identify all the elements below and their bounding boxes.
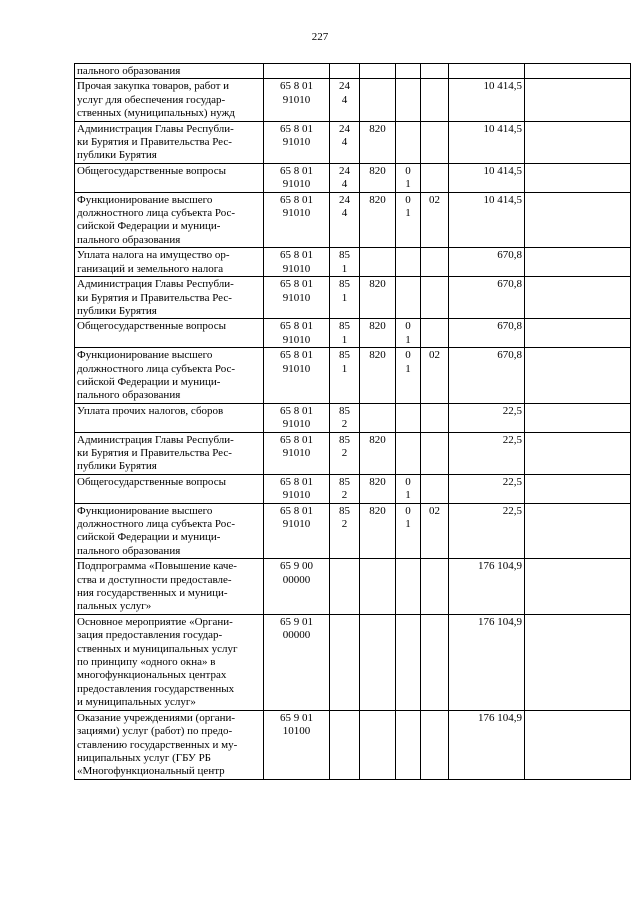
cell-amount: 176 104,9: [449, 710, 525, 779]
cell-department: 820: [360, 319, 396, 348]
cell-empty: [525, 503, 631, 559]
cell-name: Функционирование высшего должностного лица субъекта Рос- сийской Федерации и муници- пального образования: [75, 503, 264, 559]
cell-subsection: [421, 163, 449, 192]
cell-name: Общегосударственные вопросы: [75, 163, 264, 192]
cell-expense-type: 24 4: [330, 163, 360, 192]
cell-subsection: [421, 277, 449, 319]
cell-expense-type: 24 4: [330, 121, 360, 163]
cell-amount: 22,5: [449, 503, 525, 559]
cell-name: Уплата налога на имущество ор- ганизаций и земельного налога: [75, 248, 264, 277]
cell-expense-type: 85 1: [330, 248, 360, 277]
cell-subsection: [421, 79, 449, 121]
budget-table: [74, 63, 631, 780]
table-row: [75, 559, 631, 615]
cell-section: 0 1: [396, 163, 421, 192]
table-row: [75, 474, 631, 503]
cell-empty: [525, 121, 631, 163]
cell-name: Основное мероприятие «Органи- зация предоставления государ- ственных и муниципальных услуг по принципу «одного окна» в многофункциональных центрах предоставления государственных и муниципальных услуг»: [75, 614, 264, 710]
table-row: [75, 503, 631, 559]
cell-subsection: 02: [421, 503, 449, 559]
cell-amount: 10 414,5: [449, 192, 525, 248]
cell-department: [360, 248, 396, 277]
cell-name: Функционирование высшего должностного лица субъекта Рос- сийской Федерации и муници- пального образования: [75, 348, 264, 404]
cell-amount: 670,8: [449, 277, 525, 319]
cell-name: Прочая закупка товаров, работ и услуг для обеспечения государ- ственных (муниципальных) нужд: [75, 79, 264, 121]
table-row: [75, 64, 631, 79]
cell-empty: [525, 559, 631, 615]
table-row: [75, 348, 631, 404]
cell-department: [360, 559, 396, 615]
cell-amount: 176 104,9: [449, 614, 525, 710]
cell-amount: 10 414,5: [449, 79, 525, 121]
cell-department: [360, 79, 396, 121]
cell-section: [396, 432, 421, 474]
cell-expense-type: [330, 64, 360, 79]
cell-amount: 176 104,9: [449, 559, 525, 615]
cell-subsection: [421, 121, 449, 163]
cell-expense-type: 85 2: [330, 503, 360, 559]
cell-name: Оказание учреждениями (органи- зациями) услуг (работ) по предо- ставлению государственных и му- ниципальных услуг (ГБУ РБ «Многофункциональный центр: [75, 710, 264, 779]
cell-section: 0 1: [396, 319, 421, 348]
cell-expense-type: [330, 710, 360, 779]
cell-expense-type: 85 1: [330, 319, 360, 348]
cell-subsection: [421, 248, 449, 277]
cell-empty: [525, 432, 631, 474]
table-row: [75, 319, 631, 348]
cell-department: [360, 710, 396, 779]
cell-department: [360, 403, 396, 432]
cell-target-article: 65 8 01 91010: [264, 121, 330, 163]
cell-name: Функционирование высшего должностного лица субъекта Рос- сийской Федерации и муници- пального образования: [75, 192, 264, 248]
cell-name: Администрация Главы Республи- ки Бурятия и Правительства Рес- публики Бурятия: [75, 432, 264, 474]
cell-target-article: 65 9 01 00000: [264, 614, 330, 710]
cell-expense-type: 85 2: [330, 474, 360, 503]
cell-name: Уплата прочих налогов, сборов: [75, 403, 264, 432]
cell-section: 0 1: [396, 192, 421, 248]
cell-section: [396, 121, 421, 163]
cell-target-article: 65 8 01 91010: [264, 348, 330, 404]
cell-expense-type: 85 1: [330, 277, 360, 319]
cell-target-article: 65 8 01 91010: [264, 403, 330, 432]
cell-empty: [525, 163, 631, 192]
cell-section: [396, 79, 421, 121]
page-number: 227: [311, 31, 329, 43]
cell-expense-type: 85 2: [330, 432, 360, 474]
cell-target-article: 65 8 01 91010: [264, 79, 330, 121]
cell-name: Подпрограмма «Повышение каче- ства и доступности предоставле- ния государственных и муници- пальных услуг»: [75, 559, 264, 615]
cell-empty: [525, 248, 631, 277]
cell-section: [396, 64, 421, 79]
cell-amount: 22,5: [449, 474, 525, 503]
cell-section: [396, 614, 421, 710]
cell-empty: [525, 277, 631, 319]
cell-department: 820: [360, 121, 396, 163]
cell-department: 820: [360, 348, 396, 404]
cell-target-article: 65 9 00 00000: [264, 559, 330, 615]
cell-target-article: 65 8 01 91010: [264, 163, 330, 192]
cell-department: [360, 64, 396, 79]
cell-section: [396, 710, 421, 779]
cell-amount: 22,5: [449, 432, 525, 474]
cell-subsection: [421, 559, 449, 615]
cell-empty: [525, 348, 631, 404]
cell-section: 0 1: [396, 348, 421, 404]
cell-subsection: 02: [421, 192, 449, 248]
cell-target-article: 65 8 01 91010: [264, 474, 330, 503]
cell-expense-type: 24 4: [330, 192, 360, 248]
cell-expense-type: 24 4: [330, 79, 360, 121]
table-row: [75, 614, 631, 710]
cell-subsection: [421, 710, 449, 779]
cell-section: 0 1: [396, 503, 421, 559]
cell-target-article: 65 8 01 91010: [264, 503, 330, 559]
cell-amount: 670,8: [449, 248, 525, 277]
table-row: [75, 432, 631, 474]
table-row: [75, 277, 631, 319]
cell-section: [396, 559, 421, 615]
table-row: [75, 192, 631, 248]
cell-section: [396, 248, 421, 277]
cell-target-article: 65 8 01 91010: [264, 432, 330, 474]
cell-subsection: [421, 319, 449, 348]
cell-name: Общегосударственные вопросы: [75, 474, 264, 503]
cell-subsection: [421, 432, 449, 474]
cell-department: 820: [360, 432, 396, 474]
cell-department: 820: [360, 474, 396, 503]
cell-empty: [525, 192, 631, 248]
table-row: [75, 403, 631, 432]
table-row: [75, 121, 631, 163]
cell-subsection: [421, 64, 449, 79]
cell-empty: [525, 710, 631, 779]
cell-subsection: 02: [421, 348, 449, 404]
cell-amount: 10 414,5: [449, 163, 525, 192]
cell-expense-type: 85 1: [330, 348, 360, 404]
cell-name: Администрация Главы Республи- ки Бурятия и Правительства Рес- публики Бурятия: [75, 277, 264, 319]
cell-expense-type: [330, 614, 360, 710]
cell-amount: 670,8: [449, 348, 525, 404]
cell-department: 820: [360, 163, 396, 192]
cell-target-article: 65 9 01 10100: [264, 710, 330, 779]
cell-name: пального образования: [75, 64, 264, 79]
cell-department: [360, 614, 396, 710]
cell-expense-type: [330, 559, 360, 615]
cell-amount: 10 414,5: [449, 121, 525, 163]
table-row: [75, 163, 631, 192]
cell-name: Общегосударственные вопросы: [75, 319, 264, 348]
cell-empty: [525, 474, 631, 503]
cell-subsection: [421, 474, 449, 503]
cell-empty: [525, 319, 631, 348]
cell-target-article: 65 8 01 91010: [264, 277, 330, 319]
cell-amount: 670,8: [449, 319, 525, 348]
table-row: [75, 79, 631, 121]
cell-name: Администрация Главы Республи- ки Бурятия и Правительства Рес- публики Бурятия: [75, 121, 264, 163]
cell-subsection: [421, 403, 449, 432]
table-row: [75, 710, 631, 779]
cell-target-article: 65 8 01 91010: [264, 248, 330, 277]
cell-empty: [525, 79, 631, 121]
cell-section: [396, 277, 421, 319]
table-row: [75, 248, 631, 277]
cell-empty: [525, 403, 631, 432]
budget-table-body: [75, 64, 631, 780]
cell-empty: [525, 64, 631, 79]
cell-section: 0 1: [396, 474, 421, 503]
cell-amount: [449, 64, 525, 79]
cell-empty: [525, 614, 631, 710]
cell-target-article: [264, 64, 330, 79]
cell-target-article: 65 8 01 91010: [264, 192, 330, 248]
cell-department: 820: [360, 503, 396, 559]
cell-department: 820: [360, 277, 396, 319]
cell-amount: 22,5: [449, 403, 525, 432]
cell-expense-type: 85 2: [330, 403, 360, 432]
cell-subsection: [421, 614, 449, 710]
cell-target-article: 65 8 01 91010: [264, 319, 330, 348]
cell-department: 820: [360, 192, 396, 248]
cell-section: [396, 403, 421, 432]
